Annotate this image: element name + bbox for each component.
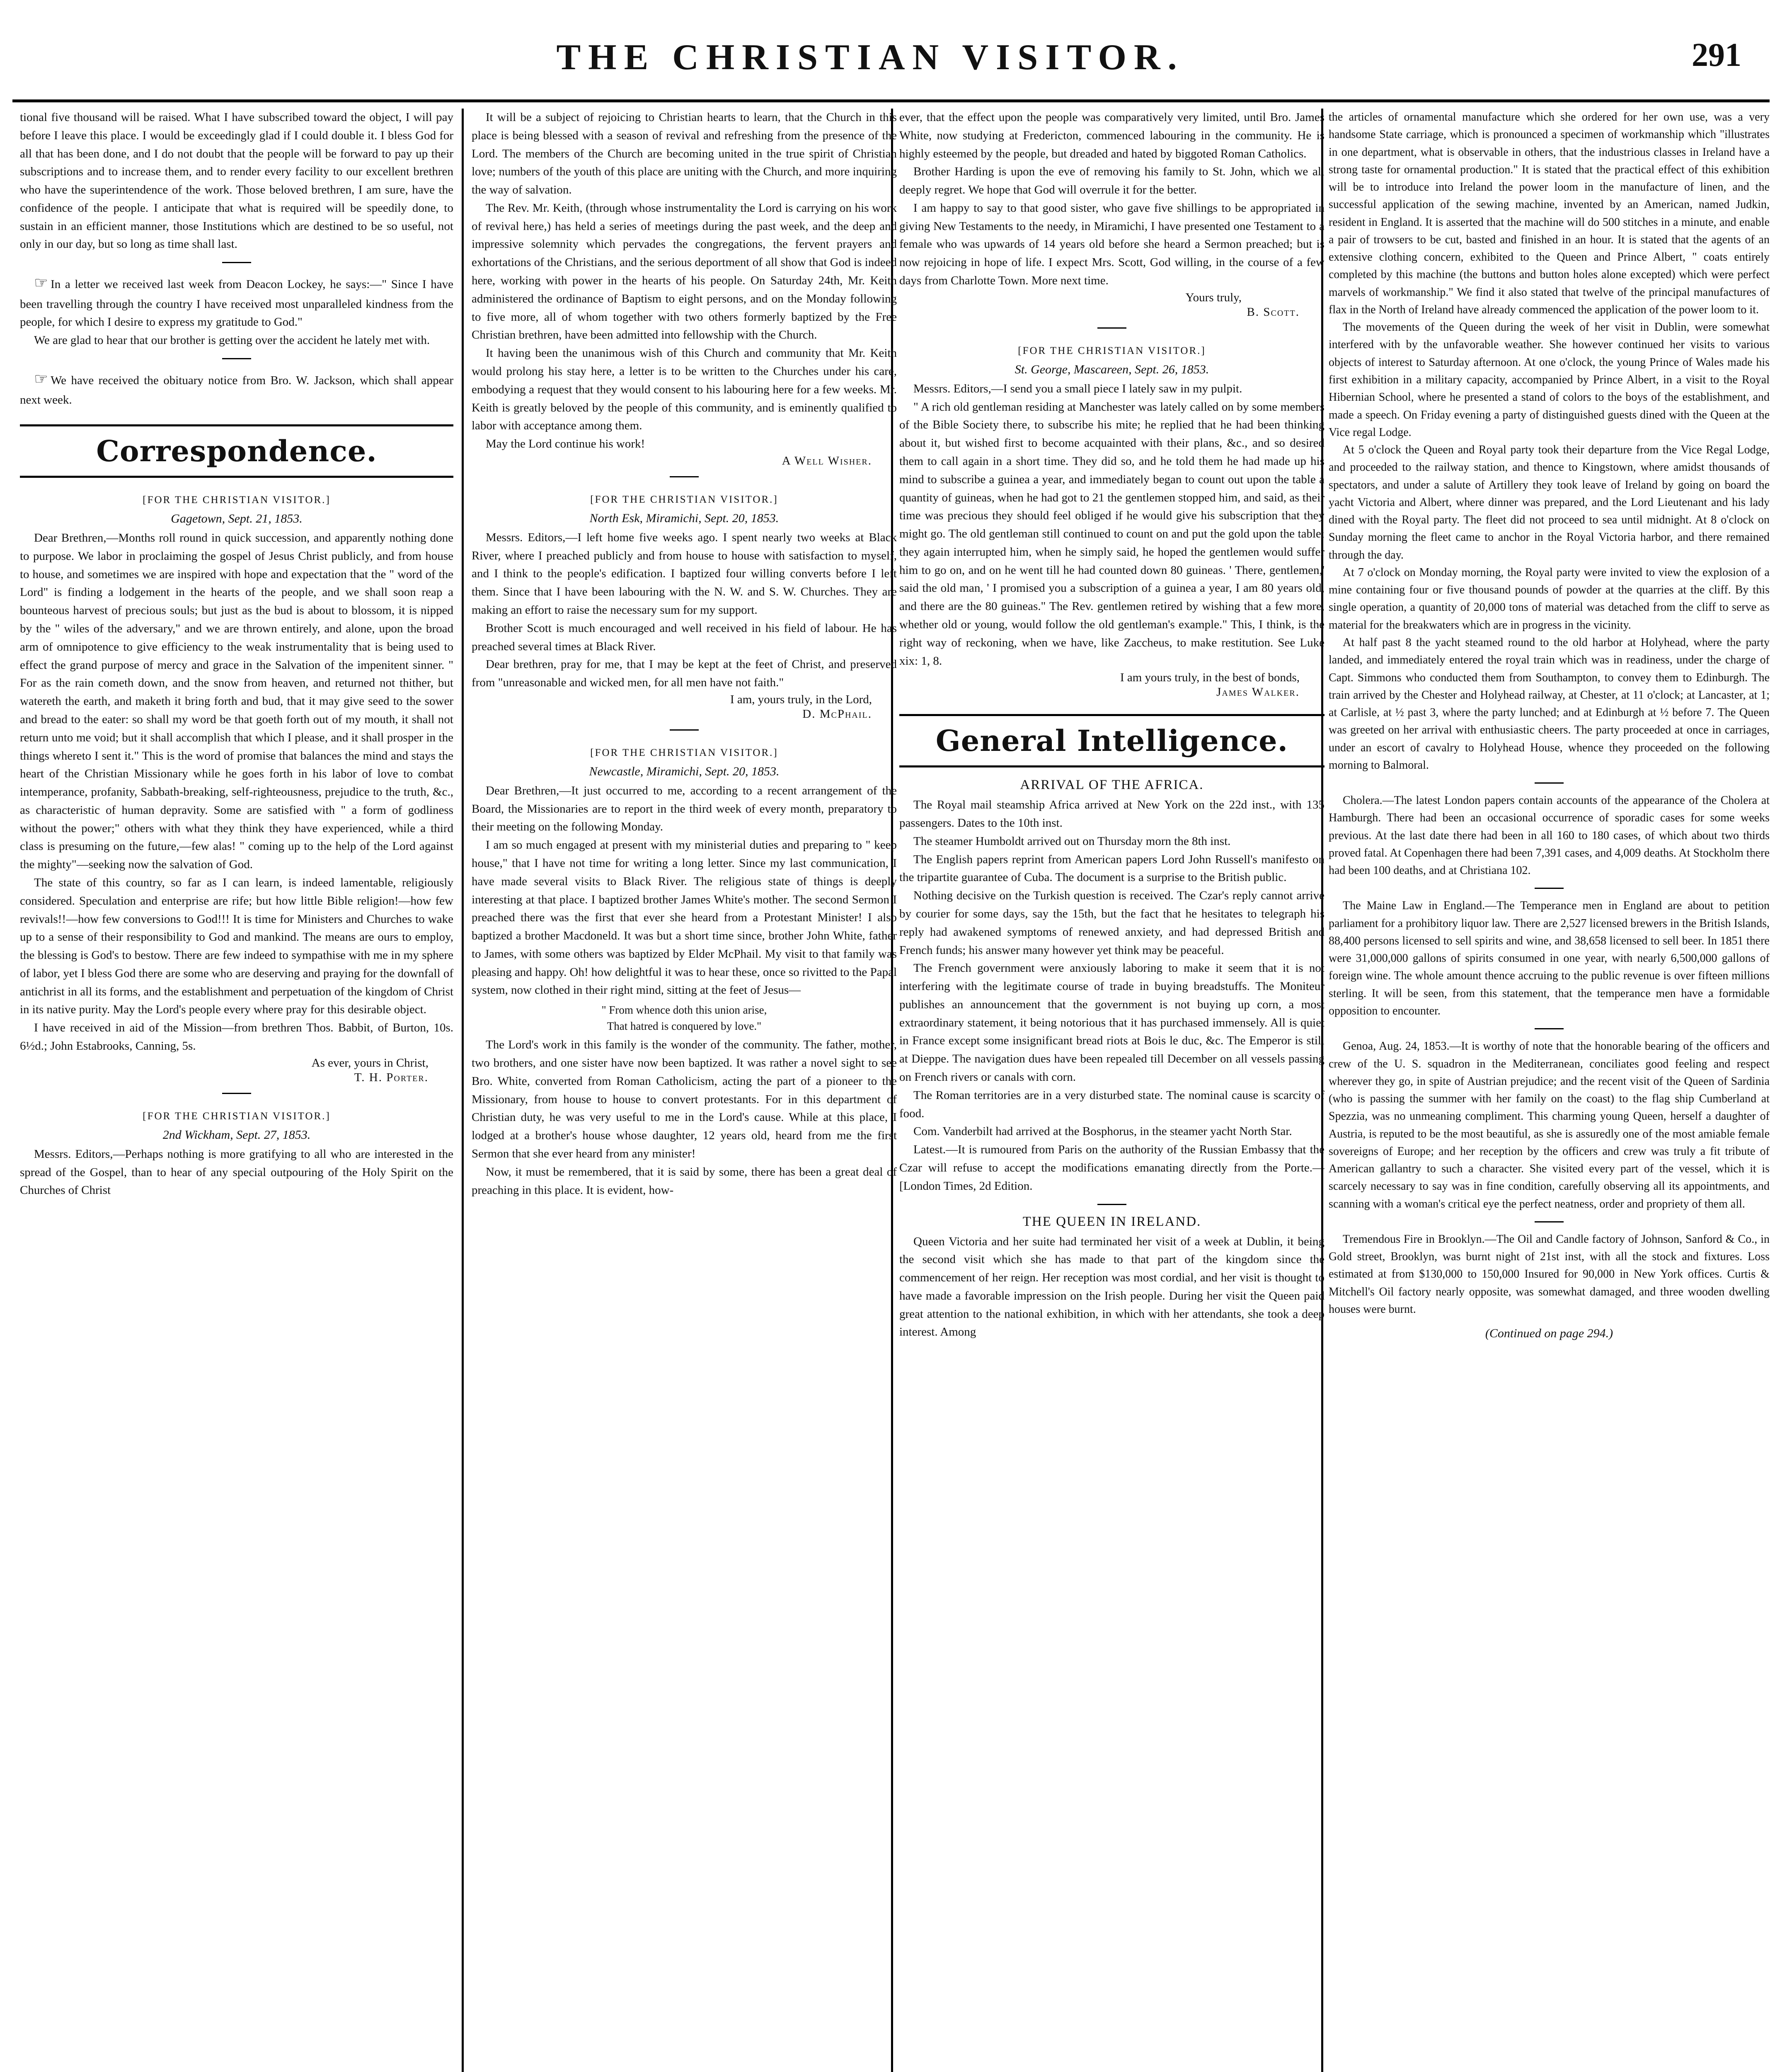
letter-source-label: [FOR THE CHRISTIAN VISITOR.] — [590, 494, 778, 505]
letter-paragraph: Brother Scott is much encouraged and well received in his field of labour. He has preached several times at Black River. — [472, 621, 897, 653]
notice-paragraph: We are glad to hear that our brother is getting over the accident he lately met with. — [34, 334, 430, 347]
section-heading-correspondence: Correspondence. — [20, 424, 453, 478]
news-paragraph: Cholera.—The latest London papers contain accounts of the appearance of the Cholera at Hamburgh. There had been an occasional occurrence of sporadic cases for some weeks previous. At the last date there had been in all 160 to 180 cases, of which about two thirds proved fatal. At Copenhagen there had been 7,391 cases, and 4,009 deaths. At Stockholm there had been 100 deaths, and at Christiana 102. — [1329, 794, 1770, 877]
news-paragraph: Latest.—It is rumoured from Paris on the authority of the Russian Embassy that the Czar will refuse to accept the modifications emanating directly from the Porte.—[London Times, 2d Edition. — [899, 1143, 1325, 1193]
column-4 — [1329, 109, 1770, 2072]
letter-dateline: Newcastle, Miramichi, Sept. 20, 1853. — [589, 764, 780, 778]
divider — [1535, 888, 1564, 889]
news-paragraph: the articles of ornamental manufacture which she ordered for her own use, was a very handsome State carriage, which is pronounced a specimen of workmanship which "illustrates in one department, what is observable in others, that the industrious classes in Ireland have a strong taste for ornamental production." It is stated that the practical effect of this exhibition will be to introduce into Ireland the power loom in the manufacture of linen, and the successful application of the sewing machine, invented by an American, named Judkin, resident in England. It is asserted that the machine will do 500 stitches in a minute, and enable a pair of trowsers to be cut, basted and finished in an hour. It is stated that the agents of an extensive clothing concern, exhibited to the Queen and Prince Albert, " coats entirely completed by this machine (the buttons and button holes alone excepted) which were perfect marvels of workmanship." We find it also stated that twelve of the principal manufactures of flax in the North of Ireland have already commenced the application of the power loom to it. — [1329, 111, 1770, 316]
pointing-hand-icon: ☞ — [34, 370, 48, 388]
letter-paragraph: I am happy to say to that good sister, who gave five shillings to be appropriated in giving New Testaments to the needy, in Miramichi, I have presented one Testament to a female who was upwards of 14 years old before she heard a Sermon preached; but is now rejoicing in hope of life. I expect Mrs. Scott, God willing, in the course of a few days from Charlotte Town. More next time. — [899, 201, 1325, 288]
page-number: 291 — [1692, 37, 1741, 73]
letter-paragraph: The Rev. Mr. Keith, (through whose instrumentality the Lord is carrying on his work of revival here,) has held a series of meetings during the past week, and the deep and impressive solemnity which pervades the congregations, the fervent prayers and exhortations of the Christians, and the serious deportment of all show that God is indeed here, working with power in the hearts of his people. On Saturday 24th, Mr. Keith administered the ordinance of Baptism to eight persons, and on the Monday following to five more, all of whom together with two others formerly baptized by the Free Christian brethren, have been admitted into fellowship with the Church. — [472, 201, 897, 342]
divider — [1535, 1028, 1564, 1029]
letter-dateline: North Esk, Miramichi, Sept. 20, 1853. — [589, 511, 779, 525]
column-2 — [472, 109, 897, 2072]
letter-paragraph: The state of this country, so far as I can learn, is indeed lamentable, religiously considered. Speculation and enterprise are rife; but how little Bible religion!—how few revivals!!—how few conversions to God!!! It is time for Ministers and Churches to wake up to a sense of their responsibility to God and mankind. The means are ours to employ, the blessing is God's to bestow. There are few indeed to sympathise with me in my sphere of labor, yet I bless God there are some who are deserving and praying for the downfall of antichrist in all its forms, and the establishment and perpetuation of the kingdom of Christ in its native purity. May the Lord's people every where pray for this desirable object. — [20, 876, 453, 1017]
letter-paragraph: May the Lord continue his work! — [486, 437, 645, 451]
pointing-hand-icon: ☞ — [34, 274, 48, 292]
news-paragraph: Com. Vanderbilt had arrived at the Bosphorus, in the steamer yacht North Star. — [913, 1125, 1292, 1138]
column-divider — [462, 109, 464, 2072]
masthead-rule — [12, 99, 1770, 102]
page-title: THE CHRISTIAN VISITOR. — [556, 37, 1184, 77]
notice-paragraph: ☞ We have received the obituary notice from Bro. W. Jackson, which shall appear next week. — [20, 370, 453, 407]
letter-paragraph: I am so much engaged at present with my ministerial duties and preparing to " keep house," that I have not time for writing a long letter. Since my last communication, I have made several visits to Black River. The religious state of things is deeply interesting at that place. I baptized brother James White's mother. The second Sermon I preached there was the first that ever she heard from a Protestant Minister! I also baptized a brother Macdoneld. It was but a short time since, brother John White, father to James, with some others was baptized by Elder McPhail. My visit to that family was pleasing and happy. Oh! how delightful it was to hear these, once so rivitted to the Papal system, now clothed in their right mind, sitting at the feet of Jesus— — [472, 838, 897, 997]
letter-paragraph: ever, that the effect upon the people was comparatively very limited, until Bro. James White, now studying at Fredericton, commenced labouring in the community. He is highly esteemed by the people, but dreaded and hated by biggoted Roman Catholics. — [899, 111, 1325, 160]
verse-line: That hatred is conquered by love." — [607, 1020, 762, 1033]
article-paragraph: tional five thousand will be raised. What I have subscribed toward the object, I will pay before I leave this place. I would be exceedingly glad if I could double it. I bless God for all that has been done, and I do not doubt that the people will be forward to pay up their subscriptions and to increase them, and to render every facility to our excellent brethren who have the superintendence of the work. Those beloved brethren, I am sure, have the confidence of the people. I anticipate that what is required will be speedily done, to sustain in an efficient manner, those Institutions which are destined to be so useful, not only in our day, but so long as time shall last. — [20, 111, 453, 251]
letter-signature: A Well Wisher. — [782, 454, 872, 467]
news-paragraph: Tremendous Fire in Brooklyn.—The Oil and Candle factory of Johnson, Sanford & Co., in Gold street, Brooklyn, was burnt night of 21st inst, with all the stock and fixtures. Loss estimated at from $130,000 to 150,000 Insured for 90,000 in New York offices. Curtis & Mitchell's Oil factory nearly opposite, was somewhat damaged, and three wooden dwelling houses were burnt. — [1329, 1232, 1770, 1316]
news-paragraph: The English papers reprint from American papers Lord John Russell's manifesto on the tripartite guarantee of Cuba. The document is a surprise to the British public. — [899, 852, 1325, 884]
letter-dateline: 2nd Wickham, Sept. 27, 1853. — [162, 1128, 311, 1142]
divider — [1097, 327, 1126, 329]
divider — [1535, 1221, 1564, 1222]
divider — [670, 729, 699, 731]
news-paragraph: The Maine Law in England.—The Temperance men in England are about to petition parliament for a prohibitory liquor law. There are 2,527 licensed brewers in the British Islands, 88,400 persons licensed to sell spirits and wine, and 38,658 licensed to sell beer. In 1851 there were 31,000,000 gallons of spirits consumed in one year, with nearly 6,500,000 gallons of foreign wine. The whole amount thence accruing to the public revenue is over fifteen millions sterling. It will be seen, from this statement, that the temperance men have a formidable opposition to encounter. — [1329, 899, 1770, 1018]
letter-closing: I am yours truly, in the best of bonds, — [1120, 671, 1300, 685]
news-paragraph: At 7 o'clock on Monday morning, the Royal party were invited to view the explosion of a mine containing four or five thousand pounds of powder at the quarries at the cliff. By this single operation, a quantity of 20,000 tons of material was detached from the cliff to serve as material for the breakwaters which are in progress in the vicinity. — [1329, 566, 1770, 632]
letter-closing: Yours truly, — [1185, 290, 1242, 304]
letter-paragraph: Dear Brethren,—Months roll round in quick succession, and apparently nothing done to purpose. We labor in proclaiming the gospel of Jesus Christ publicly, and from house to house, and sometimes we are inspired with hope and expectation that the " word of the Lord" is finding a lodgement in the hearts of the people, and we shall soon reap a bounteous harvest of precious souls; but just as the bud is about to blossom, it is nipped by the " wiles of the adversary," and we are thrown entirely, and alone, upon the broad arm of omnipotence to give efficiency to the weak instrumentality that is being used to effect the grand purpose of mercy and grace in the Salvation of the impenitent sinner. " For as the rain cometh down, and the snow from heaven, and returned not thither, but watereth the earth, and maketh it bring forth and bud, that it may give seed to the sower and bread to the eater: so shall my word be that goeth forth out of my mouth, it shall not return unto me void; but it shall accomplish that which I please, and it shall prosper in the things whereto I sent it." This is the word of promise that balances the mind and stays the heart of the Christian Missionary while he goes forth in his labor of love to combat intemperance, profanity, Sabbath-breaking, self-righteousness, prejudice to the truth, &c., as characteristic of human depravity. Some are satisfied with " a form of godliness without the power;" others with what they think they have experienced, while a third class is presuming on the future,—few alas! " coming up to the help of the Lord against the mighty"—seeking now the salvation of God. — [20, 531, 453, 871]
news-headline: ARRIVAL OF THE AFRICA. — [1020, 777, 1204, 793]
divider — [1535, 782, 1564, 784]
news-paragraph: The movements of the Queen during the week of her visit in Dublin, were somewhat interfered with by the unfavorable weather. She however continued her visits to various objects of interest to Saturday afternoon. At one o'clock, the young Prince of Wales made his first exhibition in a military capacity, accompanied by Prince Albert, in a visit to the Royal Hibernian School, where he presented a stand of colors to the boys of the establishment, and made a speech. On Friday evening a party of distinguished guests dined with the Queen at the Vice regal Lodge. — [1329, 321, 1770, 439]
news-paragraph: The Royal mail steamship Africa arrived at New York on the 22d inst., with 135 passengers. Dates to the 10th inst. — [899, 798, 1325, 830]
letter-signature: B. Scott. — [1247, 305, 1300, 319]
letter-signature: T. H. Porter. — [354, 1070, 429, 1084]
letter-source-label: [FOR THE CHRISTIAN VISITOR.] — [1018, 345, 1206, 356]
letter-paragraph: It having been the unanimous wish of this Church and community that Mr. Keith would prolong his stay here, a letter is to be written to the Churches under his care, embodying a request that they would consent to his labouring here for a few weeks. Mr. Keith is greatly beloved by the people of this community, and is eminently qualified to labor with acceptance among them. — [472, 346, 897, 433]
letter-paragraph: The Lord's work in this family is the wonder of the community. The father, mother, two brothers, and one sister have now been baptized. It was rather a novel sight to see Bro. White, converted from Roman Catholicism, acting the part of a pioneer to the Missionary, from house to house to convert protestants. For in this department of Christian duty, he was very useful to me in the Lord's cause. While at this place, I lodged at a brother's house whose daughter, 12 years old, heard from me the first Sermon that she ever heard from any minister! — [472, 1038, 897, 1160]
letter-paragraph: Brother Harding is upon the eve of removing his family to St. John, which we all deeply regret. We hope that God will overrule it for the better. — [899, 165, 1325, 197]
masthead — [0, 36, 1787, 90]
news-paragraph: The Roman territories are in a very disturbed state. The nominal cause is scarcity of food. — [899, 1088, 1325, 1120]
news-paragraph: Genoa, Aug. 24, 1853.—It is worthy of note that the honorable bearing of the officers and crew of the U. S. squadron in the Mediterranean, conciliates good feeling and respect wherever they go, in spite of Austrian prejudice; and the recent visit of the Queen of Sardinia (who is passing the summer with her family on the coast) to the flag ship Cumberland at Spezzia, was no unmeaning compliment. This charming young Queen, herself a daughter of Austria, is reputed to be the most beautiful, as she is assuredly one of the most amiable female sovereigns of Europe; and her reception by the officers and crew was truly a fit tribute of American gallantry to such a character. She visited every part of the vessel, which it is scarcely necessary to say was in fine condition, carefully observing all its appointments, and scanning with a woman's critical eye the perfect neatness, order and propriety of them all. — [1329, 1040, 1770, 1210]
news-paragraph: Queen Victoria and her suite had terminated her visit of a week at Dublin, it being the second visit which she has made to that part of the kingdom since the commencement of her reign. Her reception was most cordial, and her visit is thought to have made a favorable impression on the Irish people. During her visit the Queen paid great attention to the national exhibition, in which with her attendants, she took a deep interest. Among — [899, 1234, 1325, 1339]
letter-source-label: [FOR THE CHRISTIAN VISITOR.] — [143, 494, 331, 506]
letter-dateline: St. George, Mascareen, Sept. 26, 1853. — [1015, 362, 1209, 376]
letter-paragraph: I have received in aid of the Mission—from brethren Thos. Babbit, of Burton, 10s. 6½d.; John Estabrooks, Canning, 5s. — [20, 1021, 453, 1053]
divider — [222, 262, 251, 263]
letter-paragraph: Now, it must be remembered, that it is said by some, there has been a great deal of preaching in this place. It is evident, how- — [472, 1165, 897, 1197]
divider — [222, 358, 251, 359]
news-paragraph: At half past 8 the yacht steamed round to the old harbor at Holyhead, where the party landed, and immediately entered the royal train which was in readiness, under the charge of Capt. Simmons who conducted them from Southampton, to convey them to Edinburgh. The train arrived by the Chester and Holyhead railway, at Chester, at 11 o'clock; at Lancaster, at 1; at Carlisle, at ½ past 3, where the party lunched; and at Edinburgh at ½ before 7. The Queen was greeted on her arrival with enthusiastic cheers. The party proceeded at once in carriages, under an escort of cavalry to Holyhead House, whence they proceeded on the following morning to Balmoral. — [1329, 636, 1770, 772]
letter-paragraph: Messrs. Editors,—Perhaps nothing is more gratifying to all who are interested in the spread of the Gospel, than to hear of any special outpouring of the Holy Spirit on the Churches of Christ — [20, 1147, 453, 1197]
letter-signature: D. McPhail. — [802, 707, 872, 721]
letter-closing: I am, yours truly, in the Lord, — [730, 692, 872, 706]
notice-paragraph: ☞ In a letter we received last week from Deacon Lockey, he says:—" Since I have been travelling through the country I have received most unparalleled kindness from the people, for which I desire to express my gratitude to God." — [20, 274, 453, 329]
divider — [1097, 1204, 1126, 1205]
news-paragraph: At 5 o'clock the Queen and Royal party took their departure from the Vice Regal Lodge, and proceeded to the railway station, and thence to Kingstown, where amidst thousands of spectators, and under a salute of Artillery they took leave of Ireland by going on board the yacht Victoria and Albert, where dinner was prepared, and the Lord Lieutenant and his lady dined with the Royal party. The fleet did not proceed to sea until midnight. At 8 o'clock on Sunday morning the fleet came to anchor in the Royal Victoria harbor, and there remained through the day. — [1329, 443, 1770, 562]
letter-dateline: Gagetown, Sept. 21, 1853. — [171, 512, 303, 526]
letter-paragraph: Dear Brethren,—It just occurred to me, according to a recent arrangement of the Board, the Missionaries are to report in the third week of every month, preparatory to their meeting on the following Monday. — [472, 784, 897, 834]
section-heading-general-intelligence: General Intelligence. — [899, 714, 1325, 767]
letter-paragraph: Messrs. Editors,—I left home five weeks ago. I spent nearly two weeks at Black River, where I preached publicly and from house to house with satisfaction to myself, and I think to the people's edification. I baptized four willing converts before I left them. Since that I have been labouring with the N. W. and S. W. Churches. They are making an effort to raise the necessary sum for my support. — [472, 530, 897, 617]
continued-note: (Continued on page 294.) — [1485, 1326, 1613, 1341]
letter-paragraph: Messrs. Editors,—I send you a small piece I lately saw in my pulpit. — [913, 382, 1242, 395]
news-paragraph: Nothing decisive on the Turkish question is received. The Czar's reply cannot arrive by courier for some days, say the 15th, but the fact that he hesitates to telegraph his reply had awakened symptoms of renewed anxiety, and had depressed British and French funds; his answer many however yet think may be peaceful. — [899, 889, 1325, 957]
letter-source-label: [FOR THE CHRISTIAN VISITOR.] — [590, 747, 778, 758]
letter-paragraph: Dear brethren, pray for me, that I may be kept at the feet of Christ, and preserved from "unreasonable and wicked men, for all men have not faith." — [472, 658, 897, 690]
column-1 — [20, 109, 453, 2072]
letter-paragraph: " A rich old gentleman residing at Manchester was lately called on by some members of the Bible Society there, to subscribe his mite; he replied that he had been thinking about it, but wished first to become acquainted with their plans, &c., and so desired them to call again in a short time. They did so, and he told them he had made up his mind to subscribe a guinea a year, and immediately began to count out upon the table a quantity of guineas, when he had got to 21 the gentlemen stopped him, and said, as their time was precious they should feel obliged if he would give his subscription that they might go. The old gentleman still continued to count on and put the gold upon the table; they again interrupted him, when he simply said, he hoped the gentlemen would suffer him to go on, and on he went till he had counted down 80 guineas. ' There, gentlemen,' said the old man, ' I promised you a subscription of a guinea a year, I am 80 years old, and there are the 80 guineas." The Rev. gentlemen retired by wishing that a few more, whether old or young, would follow the old gentleman's example." This, I think, is the right way of reckoning, when we have, like Zaccheus, to make restitution. See Luke xix: 1, 8. — [899, 400, 1325, 668]
verse-line: " From whence doth this union arise, — [601, 1004, 767, 1017]
letter-source-label: [FOR THE CHRISTIAN VISITOR.] — [143, 1110, 331, 1122]
letter-signature: James Walker. — [1216, 685, 1300, 699]
divider — [670, 476, 699, 477]
news-headline: THE QUEEN IN IRELAND. — [1022, 1214, 1201, 1229]
divider — [222, 1093, 251, 1094]
letter-paragraph: It will be a subject of rejoicing to Christian hearts to learn, that the Church in this place is being blessed with a season of revival and refreshing from the presence of the Lord. The members of the Church are becoming united in the true spirit of Christian love; numbers of the youth of this place are uniting with the Church, and more inquiring the way of salvation. — [472, 111, 897, 197]
letter-closing: As ever, yours in Christ, — [311, 1056, 429, 1070]
news-paragraph: The steamer Humboldt arrived out on Thursday morn the 8th inst. — [913, 834, 1231, 848]
column-3 — [899, 109, 1325, 2072]
news-paragraph: The French government were anxiously laboring to make it seem that it is not interfering with the legitimate course of trade in buying breadstuffs. The Moniteur publishes an announcement that the government is not buying up corn, a most extraordinary statement, it being notorious that it has purchased immensely. All is quiet in France except some insignificant bread riots at Bois le duc, &c. The Emperor is still at Dieppe. The navigation dues have been repealed till December on all vessels passing on French rivers or canals with corn. — [899, 961, 1325, 1084]
